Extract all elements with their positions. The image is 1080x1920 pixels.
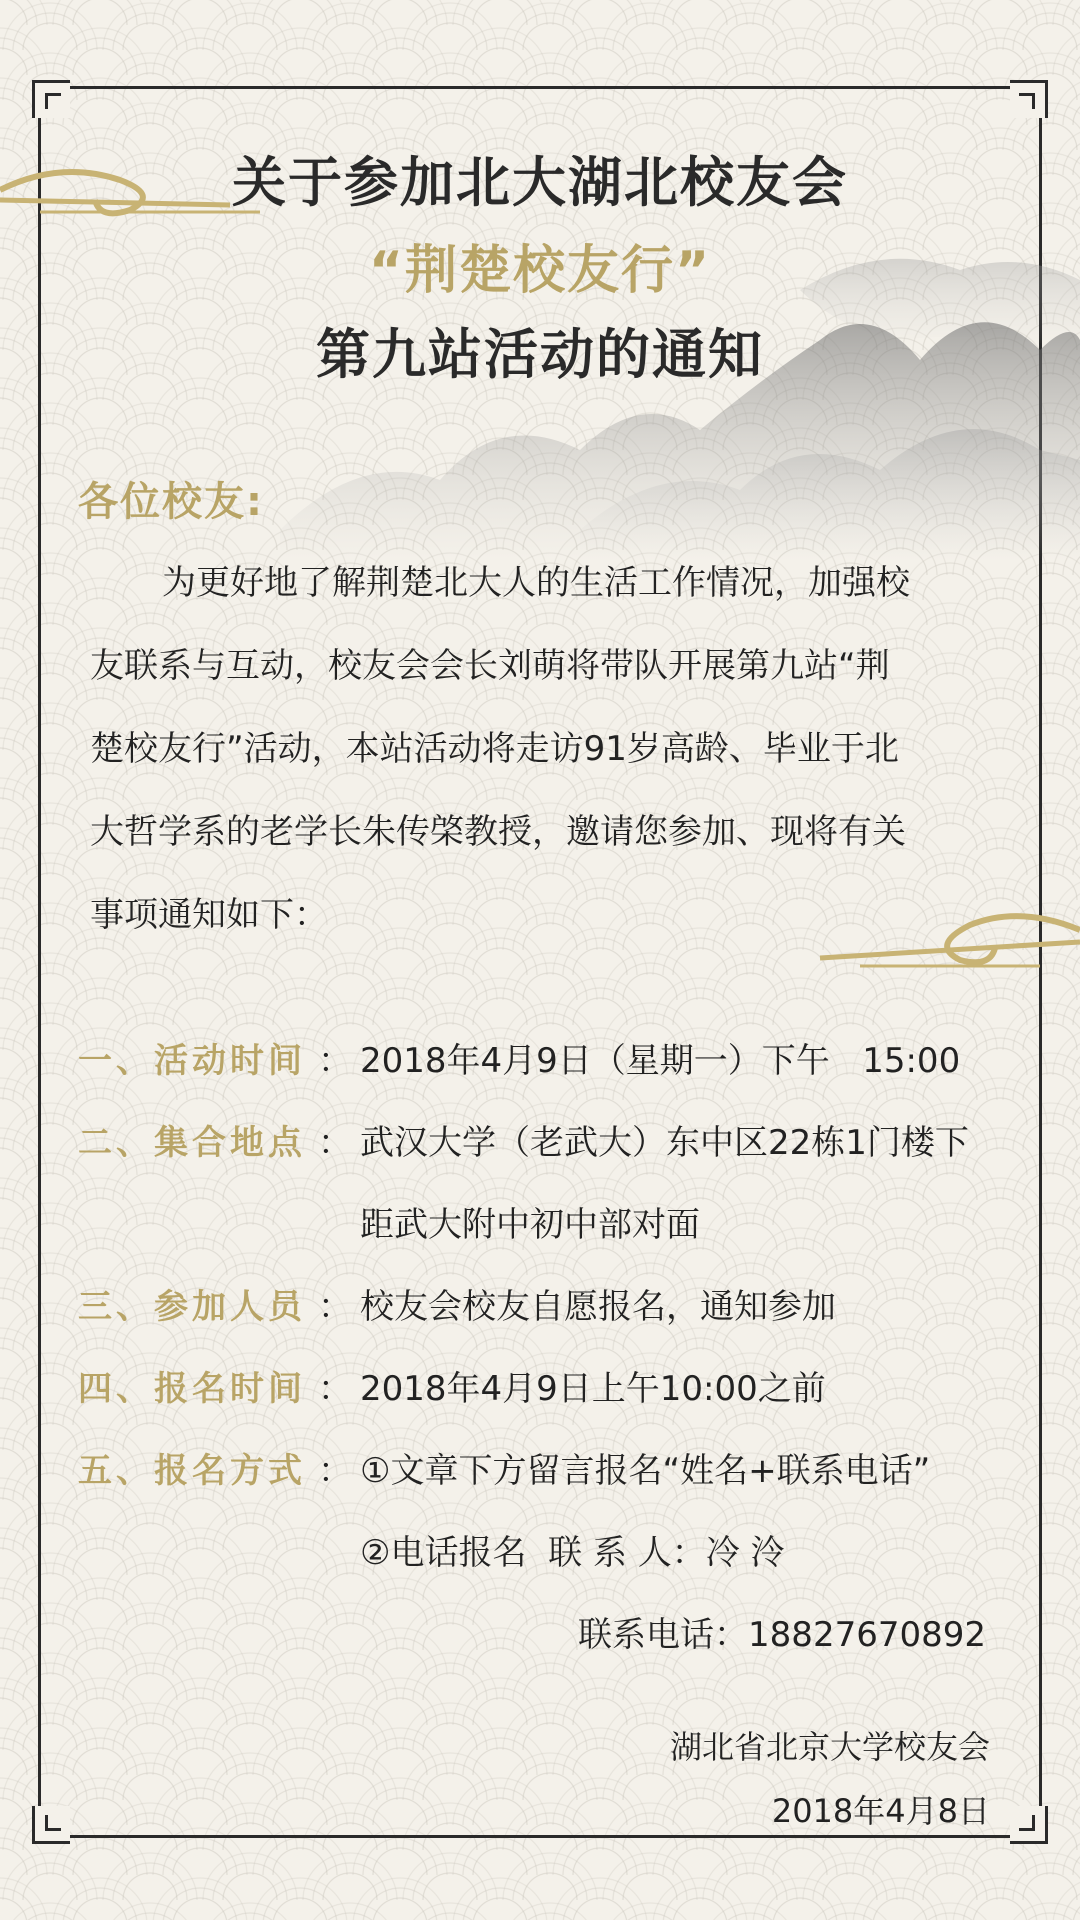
body-line: 友联系与互动，校友会会长刘萌将带队开展第九站“荆 xyxy=(90,646,890,686)
detail-value: 2018年4月9日（星期一）下午 15:00 xyxy=(360,1041,961,1081)
body-line: 楚校友行”活动，本站活动将走访91岁高龄、毕业于北 xyxy=(90,729,899,769)
signature-organization: 湖北省北京大学校友会 xyxy=(669,1728,990,1766)
notice-body xyxy=(90,542,990,957)
detail-label: 五、报名方式 xyxy=(78,1451,306,1491)
detail-label: 一、活动时间 xyxy=(78,1041,306,1081)
detail-value: 校友会校友自愿报名，通知参加 xyxy=(360,1287,836,1327)
detail-item-location-cont xyxy=(78,1184,1018,1266)
body-line: 大哲学系的老学长朱传棨教授，邀请您参加、现将有关 xyxy=(90,812,906,852)
detail-item-location xyxy=(78,1102,1018,1184)
detail-item-registration-time xyxy=(78,1348,1018,1430)
detail-colon: ： xyxy=(318,1041,352,1081)
detail-colon: ： xyxy=(318,1123,352,1163)
notice-title-line-1: 关于参加北大湖北校友会 xyxy=(232,151,848,214)
detail-item-participants xyxy=(78,1266,1018,1348)
body-line: 为更好地了解荆楚北大人的生活工作情况，加强校 xyxy=(162,563,910,603)
detail-label: 三、参加人员 xyxy=(78,1287,306,1327)
notice-title-line-3: 第九站活动的通知 xyxy=(316,323,764,386)
detail-label: 二、集合地点 xyxy=(78,1123,306,1163)
detail-value: 武汉大学（老武大）东中区22栋1门楼下 xyxy=(360,1123,969,1163)
frame-corner-bottom-right xyxy=(1010,1806,1048,1844)
detail-item-phone-registration xyxy=(78,1512,1018,1594)
notice-title-line-2: “荆楚校友行” xyxy=(368,241,712,301)
detail-colon: ： xyxy=(318,1287,352,1327)
greeting: 各位校友: xyxy=(78,479,264,525)
detail-value: ①文章下方留言报名“姓名+联系电话” xyxy=(360,1451,931,1491)
frame-corner-bottom-left xyxy=(32,1806,70,1844)
detail-item-time xyxy=(78,1020,1018,1102)
frame-corner-top-left xyxy=(32,80,70,118)
detail-value: ②电话报名 联 系 人：冷 泠 xyxy=(360,1533,785,1573)
detail-value: 距武大附中初中部对面 xyxy=(360,1205,700,1245)
contact-phone: 联系电话：18827670892 xyxy=(578,1615,986,1655)
detail-colon: ： xyxy=(318,1451,352,1491)
detail-colon: ： xyxy=(318,1369,352,1409)
detail-value: 2018年4月9日上午10:00之前 xyxy=(360,1369,826,1409)
signature-date: 2018年4月8日 xyxy=(771,1792,990,1830)
event-details-list xyxy=(78,1020,1018,1676)
detail-label: 四、报名时间 xyxy=(78,1369,306,1409)
detail-item-registration-method xyxy=(78,1430,1018,1512)
detail-item-contact-phone xyxy=(78,1594,1018,1676)
frame-corner-top-right xyxy=(1010,80,1048,118)
body-line: 事项通知如下： xyxy=(90,895,328,935)
